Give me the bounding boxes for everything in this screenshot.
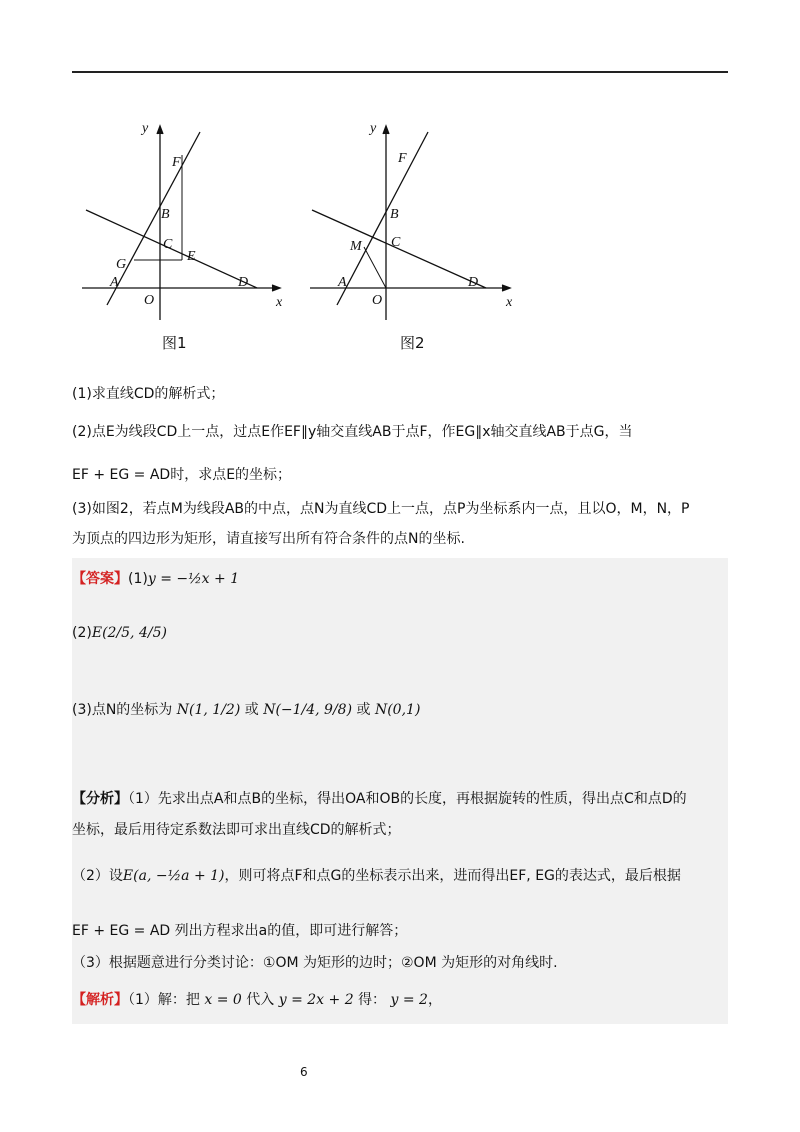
fig1-label-C: C <box>163 237 173 252</box>
answer-1-prefix: (1) <box>128 571 148 587</box>
figure-2-graph <box>300 110 525 325</box>
solution-text-1: （1）解：把 <box>128 992 200 1008</box>
fig2-label-x: x <box>506 295 513 310</box>
figure-1-caption: 图1 <box>162 334 187 352</box>
fig2-label-y: y <box>370 121 377 136</box>
answer-3-prefix: (3)点N的坐标为 <box>72 702 173 718</box>
fig1-label-D: D <box>238 275 249 290</box>
answer-2 <box>72 618 167 648</box>
answer-3-point-1: N(1, 1/2) <box>176 702 241 718</box>
fig1-label-x: x <box>276 295 283 310</box>
question-3-line-1: (3)如图2，若点M为线段AB的中点，点N为直线CD上一点，点P为坐标系内一点，且以O，M，N，P <box>72 501 690 517</box>
answer-2-prefix: (2) <box>72 625 92 641</box>
solution-tag: 【解析】 <box>72 992 128 1008</box>
answer-3-point-2: N(−1/4, 9/8) <box>263 702 353 718</box>
solution-expr-2: y = 2x + 2 <box>278 992 354 1008</box>
figure-1-graph <box>72 110 292 325</box>
fig1-x-arrow <box>272 285 280 291</box>
analysis-line-3-expr: E(a, −½a + 1) <box>122 868 225 884</box>
answer-3-or-1: 或 <box>244 702 259 718</box>
solution-expr-1: x = 0 <box>204 992 242 1008</box>
fig2-label-B: B <box>390 207 399 222</box>
fig2-segment-OM <box>364 247 386 288</box>
page-number: 6 <box>300 1065 308 1079</box>
analysis-line-2: 坐标，最后用待定系数法即可求出直线CD的解析式； <box>72 822 401 838</box>
answer-1-formula: y = −½x + 1 <box>147 571 240 587</box>
fig1-y-arrow <box>157 126 163 134</box>
fig2-x-arrow <box>502 285 510 291</box>
analysis-line-5: （3）根据题意进行分类讨论：①OM 为矩形的边时；②OM 为矩形的对角线时. <box>72 955 558 971</box>
fig2-y-arrow <box>383 126 389 134</box>
fig2-label-F: F <box>398 151 407 166</box>
fig2-line-AB <box>337 132 428 305</box>
fig1-line-AB <box>107 132 200 305</box>
answer-3-or-2: 或 <box>356 702 371 718</box>
analysis-tag: 【分析】 <box>72 791 128 807</box>
figure-2 <box>300 110 525 325</box>
fig2-label-A: A <box>338 275 347 290</box>
fig1-label-F: F <box>172 155 181 170</box>
analysis-line-4: EF + EG = AD 列出方程求出a的值，即可进行解答； <box>72 923 408 939</box>
fig2-label-D: D <box>468 275 479 290</box>
figure-2-caption: 图2 <box>400 334 425 352</box>
question-1: (1)求直线CD的解析式； <box>72 386 225 402</box>
fig1-label-y: y <box>142 121 149 136</box>
solution-expr-3: y = 2 <box>390 992 428 1008</box>
answer-3-point-3: N(0,1) <box>374 702 421 718</box>
question-2-line-2: EF + EG = AD时，求点E的坐标； <box>72 467 292 483</box>
fig1-label-E: E <box>187 249 196 264</box>
analysis-line-1 <box>72 789 687 809</box>
fig1-label-G: G <box>116 257 127 272</box>
fig1-label-O: O <box>144 293 155 308</box>
fig1-label-A: A <box>110 275 119 290</box>
analysis-line-3-pre: （2）设 <box>72 868 123 884</box>
header-rule <box>72 71 728 73</box>
question-2-line-1: (2)点E为线段CD上一点，过点E作EF∥y轴交直线AB于点F，作EG∥x轴交直线AB于点G，当 <box>72 424 633 440</box>
solution-text-4: ， <box>427 992 442 1008</box>
answer-3 <box>72 695 420 725</box>
solution-text-2: 代入 <box>246 992 275 1008</box>
figure-1 <box>72 110 292 325</box>
answer-tag: 【答案】 <box>72 571 128 587</box>
answer-1 <box>72 567 239 591</box>
question-3-line-2: 为顶点的四边形为矩形，请直接写出所有符合条件的点N的坐标. <box>72 531 465 547</box>
fig2-label-C: C <box>391 235 401 250</box>
solution-line-1 <box>72 990 442 1010</box>
fig2-label-O: O <box>372 293 383 308</box>
analysis-line-1-text: （1）先求出点A和点B的坐标，得出OA和OB的长度，再根据旋转的性质，得出点C和点D的 <box>128 791 687 807</box>
fig2-label-M: M <box>350 239 362 254</box>
solution-text-3: 得： <box>358 992 387 1008</box>
answer-2-point: E(2/5, 4/5) <box>91 625 167 641</box>
analysis-line-3 <box>72 862 681 890</box>
fig1-label-B: B <box>161 207 170 222</box>
analysis-line-3-post: ，则可将点F和点G的坐标表示出来，进而得出EF, EG的表达式，最后根据 <box>224 868 681 884</box>
